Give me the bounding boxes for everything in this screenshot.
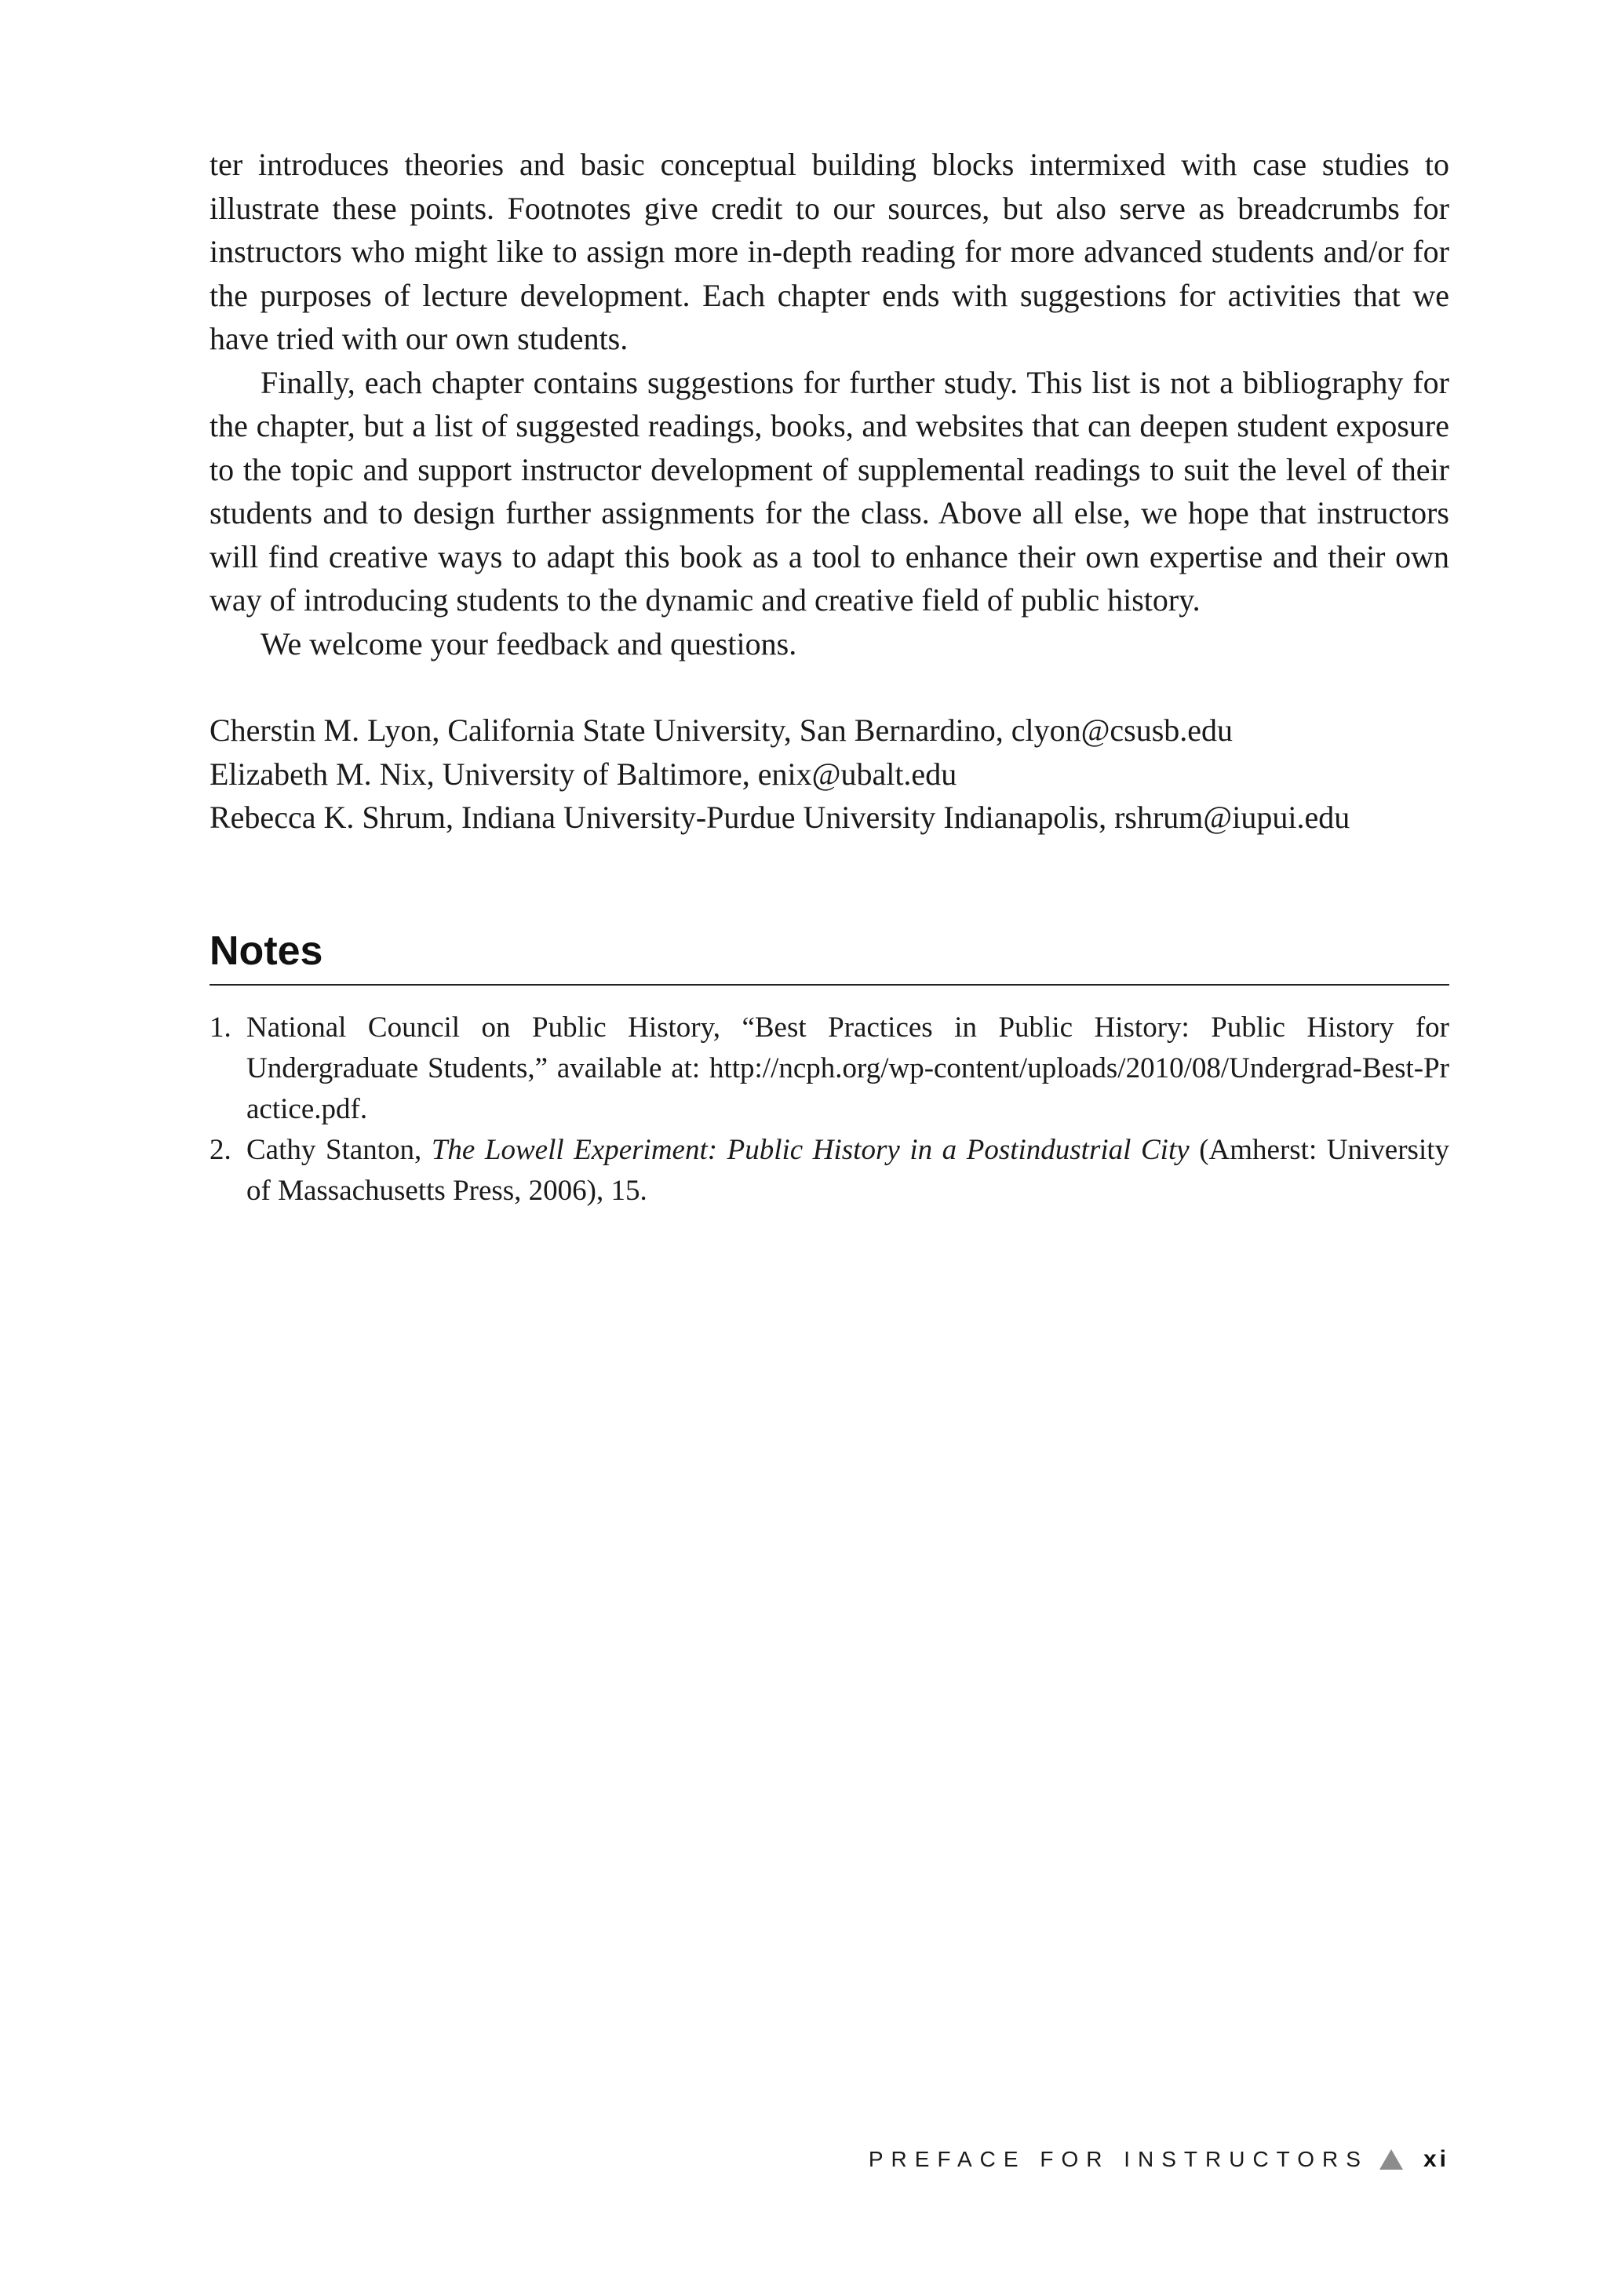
note-item (210, 1130, 1449, 1212)
note-url: http://ncph.org/wp-content/uploads/2010/08/Undergrad-Best-Practice.pdf. (246, 1051, 1449, 1125)
signature-lyon: Cherstin M. Lyon, California State University, San Bernardino, clyon@csusb.edu (210, 712, 1233, 748)
signature-shrum: Rebecca K. Shrum, Indiana University-Purdue University Indianapolis, rshrum@iupui.edu (210, 800, 1350, 835)
body-text (210, 143, 1449, 665)
running-head: PREFACE FOR INSTRUCTORS (868, 2147, 1368, 2171)
notes-list (210, 1008, 1449, 1212)
triangle-icon (1379, 2149, 1403, 2170)
note-author: Cathy Stanton, (246, 1133, 432, 1166)
notes-heading: Notes (210, 928, 1449, 986)
note-number: 1. (210, 1011, 231, 1044)
note-number: 2. (210, 1133, 231, 1166)
author-signatures (210, 709, 1449, 840)
page-number: xi (1423, 2146, 1449, 2172)
paragraph-welcome: We welcome your feedback and questions. (261, 625, 797, 661)
paragraph-continued: ter introduces theories and basic conceptual building blocks intermixed with case studies to illustrate these points. Footnotes give credit to our sources, but also serve as breadcrumbs for instructors who might like to assign more in-depth reading for more advanced students and/or for the purposes of lecture development. Each chapter ends with suggestions for activities that we have tried with our own students. (210, 147, 1449, 356)
note-book-title: The Lowell Experiment: Public History in a Postindustrial City (431, 1133, 1190, 1166)
note-item (210, 1008, 1449, 1130)
paragraph-further-study: Finally, each chapter contains suggestions for further study. This list is not a bibliography for the chapter, but a list of suggested readings, books, and websites that can deepen student exposure to the topic and support instructor development of supplemental readings to suit the level of their students and to design further assignments for the class. Above all else, we hope that instructors will find creative ways to adapt this book as a tool to enhance their own expertise and their own way of introducing students to the dynamic and creative field of public history. (210, 364, 1449, 618)
note-text: National Council on Public History, “Best Practices in Public History: Public History for Undergraduate Students,” available at: (246, 1011, 1449, 1084)
signature-nix: Elizabeth M. Nix, University of Baltimore, enix@ubalt.edu (210, 756, 957, 792)
page-footer (869, 2146, 1449, 2173)
note-publication: (Amherst: University of Massachusetts Press, 2006), 15. (246, 1133, 1450, 1207)
page-content (210, 143, 1449, 1212)
